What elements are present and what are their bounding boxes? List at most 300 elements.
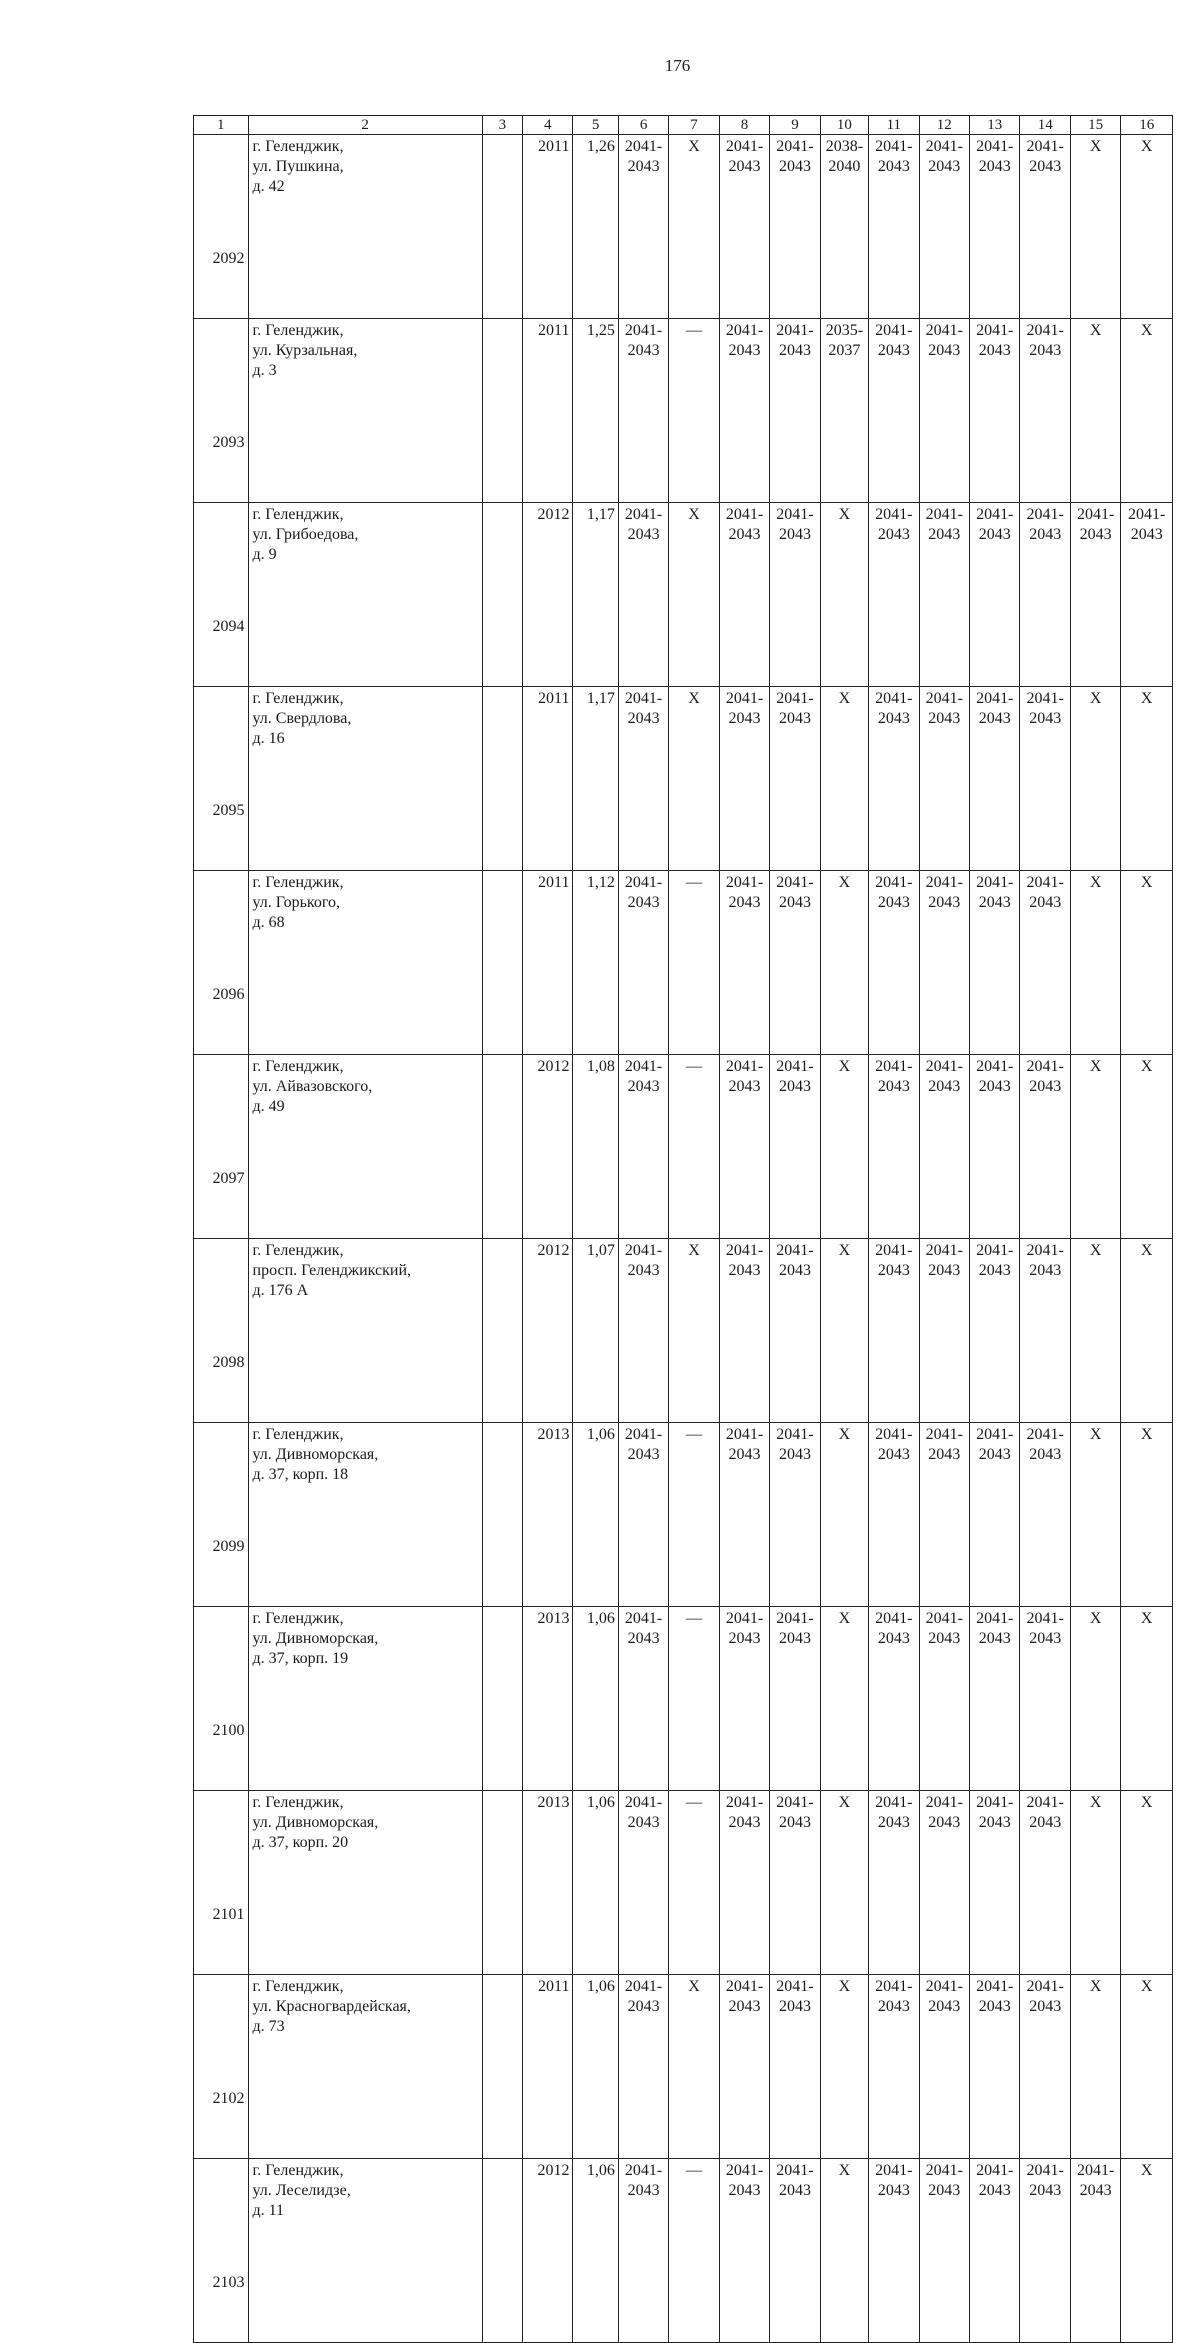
- cell-col-9: [770, 1055, 820, 1239]
- table-row: [194, 135, 1173, 319]
- cell-col-8: [719, 2159, 769, 2343]
- cell-col-15: [1070, 2159, 1120, 2343]
- cell-line: 2043: [778, 342, 811, 359]
- cell-line: X: [1089, 1978, 1102, 1995]
- cell-col-13: [970, 2159, 1020, 2343]
- address-line: д. 16: [252, 730, 285, 747]
- cell-col-10: [820, 687, 868, 871]
- cell-col-14: [1020, 1791, 1070, 1975]
- cell-col-5: 1,06: [573, 1975, 618, 2159]
- cell-col-5: 1,17: [573, 687, 618, 871]
- cell-line: 2041-: [1026, 506, 1064, 523]
- row-number: 2092: [194, 135, 249, 319]
- address-line: д. 9: [252, 546, 277, 563]
- cell-line: 2041-: [776, 1978, 814, 1995]
- cell-line: X: [1140, 2162, 1153, 2179]
- cell-line: 2043: [978, 1446, 1011, 1463]
- cell-col-6: [618, 687, 668, 871]
- cell-line: X: [1089, 1426, 1102, 1443]
- table-row: [194, 1239, 1173, 1423]
- cell-col-15: [1070, 1239, 1120, 1423]
- cell-line: X: [1089, 874, 1102, 891]
- cell-line: 2043: [627, 1262, 660, 1279]
- column-header-11: 11: [869, 116, 919, 135]
- cell-line: 2041-: [925, 506, 963, 523]
- cell-col-12: [919, 2159, 969, 2343]
- cell-col-7: —: [669, 2159, 719, 2343]
- cell-line: 2043: [1029, 526, 1062, 543]
- cell-col-13: [970, 135, 1020, 319]
- cell-col-16: [1121, 687, 1173, 871]
- row-number: 2095: [194, 687, 249, 871]
- cell-line: X: [838, 2162, 851, 2179]
- cell-col-11: [869, 1975, 919, 2159]
- address-line: г. Геленджик,: [252, 1978, 344, 1995]
- address-line: д. 37, корп. 19: [252, 1650, 349, 1667]
- cell-line: 2041-: [976, 322, 1014, 339]
- cell-line: 2043: [728, 158, 761, 175]
- cell-line: 2041-: [875, 322, 913, 339]
- cell-col-8: [719, 319, 769, 503]
- cell-col-5: 1,06: [573, 2159, 618, 2343]
- cell-line: 2043: [1029, 1630, 1062, 1647]
- address-line: г. Геленджик,: [252, 1242, 344, 1259]
- cell-col-11: [869, 687, 919, 871]
- cell-col-10: [820, 1607, 868, 1791]
- cell-line: 2035-: [825, 322, 864, 339]
- cell-line: 2043: [627, 158, 660, 175]
- cell-line: 2041-: [776, 138, 814, 155]
- cell-col-10: [820, 1423, 868, 1607]
- cell-line: 2041-: [725, 322, 764, 339]
- cell-line: 2043: [1029, 1998, 1062, 2015]
- cell-line: 2041-: [725, 2162, 764, 2179]
- cell-col-12: [919, 1423, 969, 1607]
- column-header-10: 10: [820, 116, 868, 135]
- cell-line: X: [838, 1058, 851, 1075]
- cell-line: 2041-: [776, 322, 814, 339]
- cell-col-11: [869, 503, 919, 687]
- cell-col-5: 1,06: [573, 1791, 618, 1975]
- address-cell: [248, 687, 482, 871]
- cell-line: 2043: [928, 1814, 961, 1831]
- cell-line: 2043: [978, 1998, 1011, 2015]
- cell-col-14: [1020, 1055, 1070, 1239]
- cell-col-15: [1070, 135, 1120, 319]
- address-line: д. 68: [252, 914, 285, 931]
- table-body: [194, 116, 1173, 2343]
- address-line: г. Геленджик,: [252, 1794, 344, 1811]
- cell-line: X: [1140, 1794, 1153, 1811]
- cell-line: X: [838, 1978, 851, 1995]
- cell-col-14: [1020, 503, 1070, 687]
- address-line: ул. Красногвардейская,: [252, 1998, 411, 2015]
- cell-col-11: [869, 1239, 919, 1423]
- cell-col-6: [618, 319, 668, 503]
- cell-line: 2043: [778, 1078, 811, 1095]
- cell-line: 2041-: [925, 1610, 963, 1627]
- cell-line: 2043: [1029, 1446, 1062, 1463]
- cell-line: 2043: [877, 1998, 910, 2015]
- cell-col-13: [970, 1607, 1020, 1791]
- cell-line: 2043: [877, 2182, 910, 2199]
- cell-line: 2043: [728, 894, 761, 911]
- address-line: ул. Леселидзе,: [252, 2182, 351, 2199]
- cell-line: 2043: [877, 1078, 910, 1095]
- cell-line: X: [838, 1426, 851, 1443]
- address-line: г. Геленджик,: [252, 2162, 344, 2179]
- cell-col-5: 1,06: [573, 1607, 618, 1791]
- cell-line: 2041-: [875, 874, 913, 891]
- cell-line: X: [1089, 1794, 1102, 1811]
- table-row: [194, 1607, 1173, 1791]
- cell-col-11: [869, 319, 919, 503]
- address-line: д. 73: [252, 2018, 285, 2035]
- cell-col-14: [1020, 1423, 1070, 1607]
- cell-line: 2038-: [825, 138, 864, 155]
- cell-line: 2041-: [1026, 690, 1064, 707]
- cell-col-16: [1121, 1791, 1173, 1975]
- cell-line: 2043: [778, 1446, 811, 1463]
- cell-line: X: [838, 1610, 851, 1627]
- cell-line: 2041-: [1128, 506, 1166, 523]
- cell-line: X: [1140, 138, 1153, 155]
- cell-col-3: [482, 1975, 522, 2159]
- address-cell: [248, 1607, 482, 1791]
- cell-line: X: [838, 690, 851, 707]
- table-row: [194, 1791, 1173, 1975]
- row-number: 2098: [194, 1239, 249, 1423]
- address-cell: [248, 135, 482, 319]
- cell-col-11: [869, 871, 919, 1055]
- cell-line: 2041-: [1026, 1610, 1064, 1627]
- cell-line: 2043: [728, 526, 761, 543]
- cell-line: X: [1140, 874, 1153, 891]
- cell-col-13: [970, 687, 1020, 871]
- cell-col-15: [1070, 871, 1120, 1055]
- cell-col-4: 2012: [523, 2159, 573, 2343]
- cell-line: 2043: [978, 1078, 1011, 1095]
- cell-line: 2041-: [976, 690, 1014, 707]
- cell-col-16: [1121, 135, 1173, 319]
- cell-col-16: [1121, 2159, 1173, 2343]
- cell-col-13: [970, 1975, 1020, 2159]
- cell-col-10: [820, 1791, 868, 1975]
- cell-line: 2041-: [1026, 1242, 1064, 1259]
- cell-line: 2041-: [624, 322, 663, 339]
- cell-line: 2041-: [875, 2162, 913, 2179]
- cell-line: 2041-: [624, 690, 663, 707]
- cell-col-11: [869, 2159, 919, 2343]
- address-line: ул. Дивноморская,: [252, 1814, 379, 1831]
- cell-col-13: [970, 1055, 1020, 1239]
- cell-col-9: [770, 1239, 820, 1423]
- cell-line: X: [1140, 1978, 1153, 1995]
- column-header-7: 7: [669, 116, 719, 135]
- cell-col-13: [970, 319, 1020, 503]
- cell-line: 2041-: [875, 1426, 913, 1443]
- cell-col-9: [770, 1975, 820, 2159]
- cell-line: 2041-: [624, 1058, 663, 1075]
- cell-line: 2041-: [976, 1610, 1014, 1627]
- cell-line: 2041-: [925, 1978, 963, 1995]
- address-line: ул. Айвазовского,: [252, 1078, 373, 1095]
- cell-line: X: [1089, 690, 1102, 707]
- cell-line: X: [1140, 322, 1153, 339]
- cell-line: 2043: [928, 1262, 961, 1279]
- cell-col-14: [1020, 687, 1070, 871]
- cell-col-10: [820, 503, 868, 687]
- cell-line: 2043: [627, 2182, 660, 2199]
- cell-line: 2043: [1130, 526, 1163, 543]
- cell-line: 2043: [928, 894, 961, 911]
- cell-line: 2041-: [725, 1426, 764, 1443]
- cell-col-13: [970, 1239, 1020, 1423]
- cell-line: 2037: [828, 342, 861, 359]
- cell-line: 2043: [928, 1446, 961, 1463]
- cell-line: 2043: [728, 1078, 761, 1095]
- column-header-13: 13: [970, 116, 1020, 135]
- cell-line: 2041-: [624, 1242, 663, 1259]
- cell-line: 2041-: [624, 1978, 663, 1995]
- cell-line: 2041-: [976, 1058, 1014, 1075]
- address-cell: [248, 319, 482, 503]
- cell-line: 2041-: [925, 138, 963, 155]
- cell-line: 2043: [778, 1998, 811, 2015]
- cell-line: 2043: [1029, 1262, 1062, 1279]
- cell-line: 2041-: [925, 1242, 963, 1259]
- cell-line: 2041-: [776, 506, 814, 523]
- cell-line: 2041-: [925, 1058, 963, 1075]
- cell-col-5: 1,26: [573, 135, 618, 319]
- cell-line: 2041-: [725, 874, 764, 891]
- cell-line: 2043: [1029, 342, 1062, 359]
- cell-line: X: [1089, 322, 1102, 339]
- cell-col-8: [719, 135, 769, 319]
- cell-col-4: 2013: [523, 1607, 573, 1791]
- cell-line: 2041-: [976, 138, 1014, 155]
- cell-line: X: [1140, 690, 1153, 707]
- cell-col-11: [869, 1055, 919, 1239]
- cell-line: 2043: [877, 894, 910, 911]
- cell-col-7: X: [669, 1239, 719, 1423]
- cell-line: 2043: [1029, 710, 1062, 727]
- cell-col-14: [1020, 1975, 1070, 2159]
- cell-col-6: [618, 1239, 668, 1423]
- cell-col-12: [919, 871, 969, 1055]
- cell-line: 2043: [877, 710, 910, 727]
- address-cell: [248, 1975, 482, 2159]
- cell-line: 2043: [627, 1078, 660, 1095]
- cell-col-8: [719, 871, 769, 1055]
- cell-col-6: [618, 871, 668, 1055]
- cell-col-9: [770, 503, 820, 687]
- address-line: просп. Геленджикский,: [252, 1262, 412, 1279]
- cell-col-11: [869, 1791, 919, 1975]
- column-header-12: 12: [919, 116, 969, 135]
- cell-col-10: [820, 1239, 868, 1423]
- cell-line: 2043: [1079, 2182, 1112, 2199]
- cell-col-8: [719, 687, 769, 871]
- cell-line: 2041-: [725, 138, 764, 155]
- cell-line: X: [1140, 1610, 1153, 1627]
- cell-col-9: [770, 687, 820, 871]
- cell-col-7: —: [669, 319, 719, 503]
- cell-col-4: 2011: [523, 687, 573, 871]
- cell-line: 2043: [1029, 894, 1062, 911]
- cell-col-9: [770, 319, 820, 503]
- row-number: 2103: [194, 2159, 249, 2343]
- cell-col-15: [1070, 503, 1120, 687]
- cell-col-8: [719, 1055, 769, 1239]
- cell-line: 2043: [778, 526, 811, 543]
- cell-line: 2041-: [875, 1978, 913, 1995]
- cell-col-12: [919, 319, 969, 503]
- cell-col-13: [970, 871, 1020, 1055]
- cell-col-8: [719, 1975, 769, 2159]
- cell-line: 2043: [778, 1262, 811, 1279]
- address-line: ул. Дивноморская,: [252, 1630, 379, 1647]
- address-cell: [248, 871, 482, 1055]
- cell-col-5: 1,06: [573, 1423, 618, 1607]
- column-header-1: 1: [194, 116, 249, 135]
- cell-line: 2041-: [725, 506, 764, 523]
- address-line: г. Геленджик,: [252, 506, 344, 523]
- cell-col-4: 2012: [523, 1239, 573, 1423]
- cell-col-10: [820, 135, 868, 319]
- cell-line: 2043: [978, 342, 1011, 359]
- cell-line: 2041-: [976, 506, 1014, 523]
- cell-line: 2043: [627, 1630, 660, 1647]
- cell-line: 2041-: [925, 1426, 963, 1443]
- cell-line: 2041-: [624, 1610, 663, 1627]
- cell-col-8: [719, 1239, 769, 1423]
- cell-col-12: [919, 1055, 969, 1239]
- table-row: [194, 1975, 1173, 2159]
- cell-line: 2043: [978, 1814, 1011, 1831]
- cell-line: 2043: [928, 526, 961, 543]
- address-line: г. Геленджик,: [252, 322, 344, 339]
- cell-col-8: [719, 1423, 769, 1607]
- cell-line: 2043: [728, 1814, 761, 1831]
- cell-col-3: [482, 1791, 522, 1975]
- cell-line: 2041-: [725, 1058, 764, 1075]
- cell-line: 2041-: [1026, 1058, 1064, 1075]
- table-row: [194, 871, 1173, 1055]
- address-line: г. Геленджик,: [252, 690, 344, 707]
- cell-line: 2041-: [1026, 138, 1064, 155]
- cell-line: 2043: [778, 710, 811, 727]
- cell-line: 2041-: [1026, 874, 1064, 891]
- cell-col-15: [1070, 687, 1120, 871]
- cell-line: 2043: [627, 1446, 660, 1463]
- cell-col-8: [719, 1607, 769, 1791]
- address-line: г. Геленджик,: [252, 1426, 344, 1443]
- cell-col-14: [1020, 1607, 1070, 1791]
- address-line: д. 11: [252, 2202, 285, 2219]
- cell-line: 2041-: [1076, 506, 1115, 523]
- cell-line: X: [1140, 1242, 1153, 1259]
- cell-line: 2043: [928, 1630, 961, 1647]
- cell-col-12: [919, 1607, 969, 1791]
- cell-line: 2041-: [776, 1058, 814, 1075]
- address-cell: [248, 503, 482, 687]
- address-line: д. 3: [252, 362, 277, 379]
- address-line: г. Геленджик,: [252, 1610, 344, 1627]
- cell-col-7: X: [669, 687, 719, 871]
- cell-col-16: [1121, 1239, 1173, 1423]
- cell-line: 2043: [728, 1262, 761, 1279]
- cell-col-11: [869, 135, 919, 319]
- cell-line: X: [1089, 138, 1102, 155]
- cell-line: 2041-: [925, 874, 963, 891]
- cell-col-9: [770, 871, 820, 1055]
- cell-col-6: [618, 1607, 668, 1791]
- cell-line: 2041-: [776, 1794, 814, 1811]
- table-row: [194, 1055, 1173, 1239]
- cell-col-14: [1020, 135, 1070, 319]
- cell-col-14: [1020, 871, 1070, 1055]
- cell-col-6: [618, 135, 668, 319]
- row-number: 2093: [194, 319, 249, 503]
- cell-col-4: 2011: [523, 135, 573, 319]
- cell-col-16: [1121, 1975, 1173, 2159]
- table-row: [194, 319, 1173, 503]
- cell-line: 2041-: [624, 138, 663, 155]
- cell-line: 2041-: [875, 1242, 913, 1259]
- cell-line: 2041-: [725, 1978, 764, 1995]
- cell-line: X: [838, 874, 851, 891]
- cell-col-9: [770, 1423, 820, 1607]
- cell-col-14: [1020, 1239, 1070, 1423]
- cell-col-9: [770, 1791, 820, 1975]
- address-line: д. 37, корп. 18: [252, 1466, 349, 1483]
- row-number: 2102: [194, 1975, 249, 2159]
- cell-line: 2043: [877, 1262, 910, 1279]
- cell-col-9: [770, 2159, 820, 2343]
- address-cell: [248, 1791, 482, 1975]
- cell-col-7: —: [669, 1055, 719, 1239]
- cell-line: 2041-: [1026, 2162, 1064, 2179]
- cell-col-15: [1070, 319, 1120, 503]
- header-row: [194, 116, 1173, 135]
- cell-line: 2043: [728, 342, 761, 359]
- page-number: 176: [664, 56, 691, 75]
- cell-col-5: 1,07: [573, 1239, 618, 1423]
- cell-line: 2041-: [1026, 322, 1064, 339]
- cell-line: 2043: [778, 1630, 811, 1647]
- cell-col-4: 2011: [523, 319, 573, 503]
- cell-line: 2041-: [725, 1610, 764, 1627]
- cell-line: 2043: [978, 1262, 1011, 1279]
- cell-line: 2041-: [1076, 2162, 1115, 2179]
- cell-col-7: —: [669, 1423, 719, 1607]
- cell-line: 2041-: [875, 1794, 913, 1811]
- cell-line: 2043: [877, 1630, 910, 1647]
- cell-line: 2043: [978, 710, 1011, 727]
- address-cell: [248, 1239, 482, 1423]
- cell-col-15: [1070, 1423, 1120, 1607]
- registry-table: [193, 115, 1173, 2343]
- address-line: ул. Курзальная,: [252, 342, 358, 359]
- address-line: г. Геленджик,: [252, 1058, 344, 1075]
- cell-col-7: —: [669, 1791, 719, 1975]
- address-cell: [248, 1055, 482, 1239]
- cell-line: 2043: [1029, 2182, 1062, 2199]
- cell-col-15: [1070, 1975, 1120, 2159]
- cell-line: 2043: [728, 1630, 761, 1647]
- cell-line: X: [1140, 1058, 1153, 1075]
